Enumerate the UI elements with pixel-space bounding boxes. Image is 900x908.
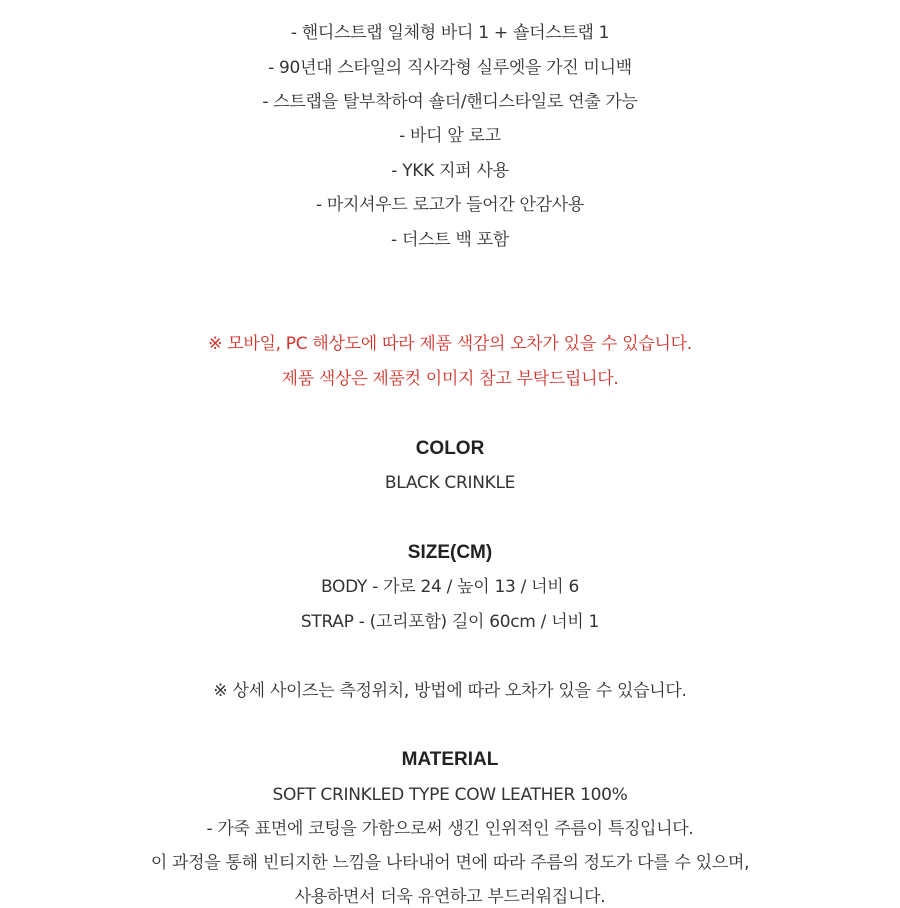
size-strap: STRAP - (고리포함) 길이 60cm / 너비 1: [300, 612, 600, 632]
size-body: BODY - 가로 24 / 높이 13 / 너비 6: [320, 577, 580, 597]
feature-item: - 마지셔우드 로고가 들어간 안감사용: [315, 195, 585, 215]
feature-item: - YKK 지퍼 사용: [391, 161, 509, 181]
feature-item: - 핸디스트랩 일체형 바디 1 + 숄더스트랩 1: [290, 23, 610, 43]
feature-item: - 더스트 백 포함: [391, 230, 509, 250]
material-heading: MATERIAL: [401, 749, 499, 770]
color-notice-line: 제품 색상은 제품컷 이미지 참고 부탁드립니다.: [281, 369, 619, 389]
feature-item: - 90년대 스타일의 직사각형 실루엣을 가진 미니백: [268, 58, 632, 78]
material-desc-line: - 가죽 표면에 코팅을 가함으로써 생긴 인위적인 주름이 특징입니다.: [206, 819, 694, 839]
material-desc-line: 이 과정을 통해 빈티지한 느낌을 나타내어 면에 따라 주름의 정도가 다를 수 있으며,: [150, 853, 750, 873]
size-heading: SIZE(CM): [407, 542, 493, 563]
material-value: SOFT CRINKLED TYPE COW LEATHER 100%: [272, 785, 628, 805]
size-notice: ※ 상세 사이즈는 측정위치, 방법에 따라 오차가 있을 수 있습니다.: [213, 681, 687, 701]
color-notice-line: ※ 모바일, PC 해상도에 따라 제품 색감의 오차가 있을 수 있습니다.: [208, 334, 692, 354]
color-heading: COLOR: [415, 438, 485, 459]
feature-item: - 바디 앞 로고: [399, 126, 501, 146]
feature-item: - 스트랩을 탈부착하여 숄더/핸디스타일로 연출 가능: [262, 92, 638, 112]
material-desc-line: 사용하면서 더욱 유연하고 부드러워집니다.: [294, 887, 606, 907]
color-value: BLACK CRINKLE: [384, 473, 516, 493]
